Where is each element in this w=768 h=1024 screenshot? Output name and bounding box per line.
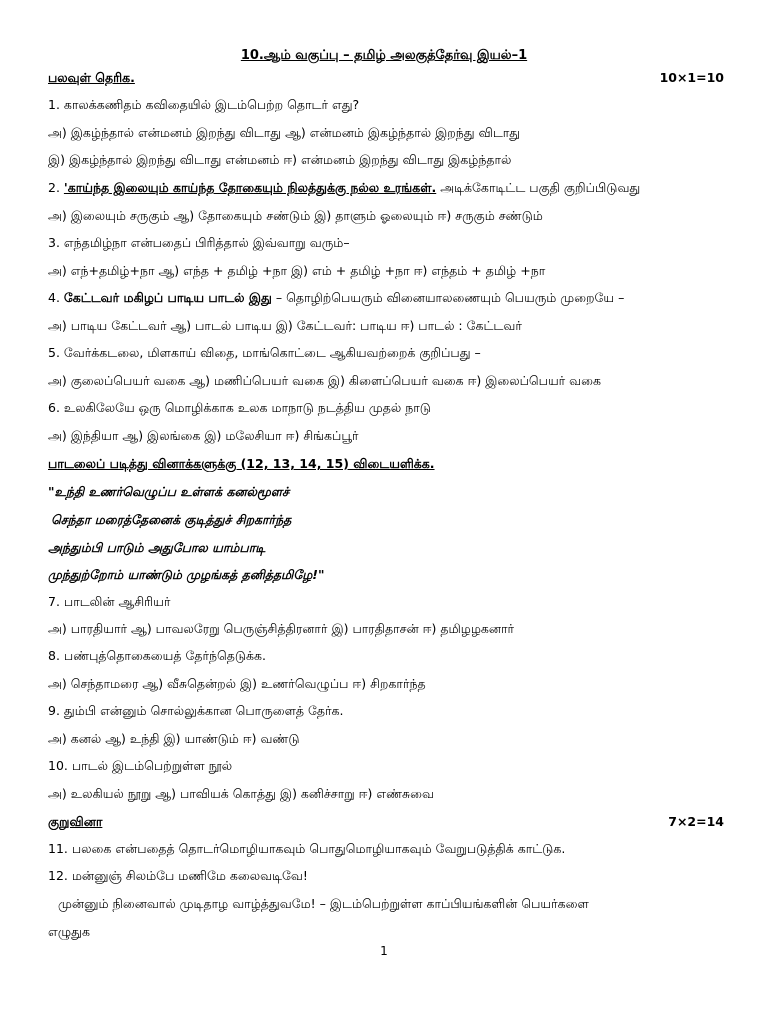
- mcq-marks: 10×1=10: [659, 70, 724, 85]
- question-7: 7. பாடலின் ஆசிரியர்: [48, 594, 171, 609]
- question-7-options: அ) பாரதியார் ஆ) பாவலரேறு பெருஞ்சித்திரனார் இ) பாரதிதாசன் ஈ) தமிழழகனார்: [48, 621, 515, 636]
- question-4-options: அ) பாடிய கேட்டவர் ஆ) பாடல் பாடிய இ) கேட்டவர்: பாடிய ஈ) பாடல் : கேட்டவர்: [48, 318, 522, 333]
- question-3-options: அ) எந்+தமிழ்+நா ஆ) எந்த + தமிழ் +நா இ) எம் + தமிழ் +நா ஈ) எந்தம் + தமிழ் +நா: [48, 263, 546, 278]
- question-4-number: 4.: [48, 290, 64, 305]
- page-number: 1: [380, 944, 388, 958]
- question-1-options-a: அ) இகழ்ந்தால் என்மனம் இறந்து விடாது ஆ) என்மனம் இகழ்ந்தால் இறந்து விடாது: [48, 125, 521, 140]
- mcq-heading-text: பலவுள் தெரிக.: [48, 70, 135, 85]
- question-12-continuation: முன்னும் நினைவால் முடிதாழ வாழ்த்துவமே! – இடம்பெற்றுள்ள காப்பியங்களின் பெயர்களை: [58, 896, 589, 911]
- question-10-options: அ) உலகியல் நூறு ஆ) பாவியக் கொத்து இ) கனிச்சாறு ஈ) எண்சுவை: [48, 786, 434, 801]
- question-6: 6. உலகிலேயே ஒரு மொழிக்காக உலக மாநாடு நடத்திய முதல் நாடு: [48, 400, 431, 415]
- question-2-text: அடிக்கோடிட்ட பகுதி குறிப்பிடுவது: [436, 180, 641, 195]
- question-9: 9. தும்பி என்னும் சொல்லுக்கான பொருளைத் தேர்க.: [48, 703, 344, 718]
- question-2-options: அ) இலையும் சருகும் ஆ) தோகையும் சண்டும் இ) தாளும் ஓலையும் ஈ) சருகும் சண்டும்: [48, 208, 543, 223]
- short-answer-heading-text: குறுவினா: [48, 814, 103, 829]
- short-answer-heading: [48, 814, 724, 830]
- poem-line-3: அந்தும்பி பாடும் அதுபோல யாம்பாடி: [48, 540, 266, 555]
- question-5-options: அ) குலைப்பெயர் வகை ஆ) மணிப்பெயர் வகை இ) கிளைப்பெயர் வகை ஈ) இலைப்பெயர் வகை: [48, 373, 601, 388]
- question-9-options: அ) கனல் ஆ) உந்தி இ) யாண்டும் ஈ) வண்டு: [48, 731, 300, 746]
- question-4-text: – தொழிற்பெயரும் வினையாலணையும் பெயரும் முறையே –: [271, 290, 625, 305]
- question-3: 3. எந்தமிழ்நா என்பதைப் பிரித்தால் இவ்வாறு வரும்–: [48, 235, 350, 250]
- poem-line-2: செந்தா மரைத்தேனைக் குடித்துச் சிறகார்ந்த: [51, 512, 292, 527]
- question-4-phrase: கேட்டவர் மகிழப் பாடிய பாடல் இது: [63, 290, 272, 305]
- question-2-number: 2.: [48, 180, 64, 195]
- question-2-quote: 'காய்ந்த இலையும் காய்ந்த தோகையும் நிலத்துக்கு நல்ல உரங்கள்.: [63, 180, 437, 195]
- question-12-end: எழுதுக: [48, 924, 90, 939]
- question-4: [48, 290, 724, 306]
- poem-instruction-text: பாடலைப் படித்து வினாக்களுக்கு (12, 13, 14, 15) விடையளிக்க.: [48, 456, 435, 471]
- question-1-options-b: இ) இகழ்ந்தால் இறந்து விடாது என்மனம் ஈ) என்மனம் இறந்து விடாது இகழ்ந்தால்: [48, 152, 512, 167]
- question-10: 10. பாடல் இடம்பெற்றுள்ள நூல்: [48, 758, 233, 773]
- question-2: [48, 180, 724, 196]
- poem-instruction: [48, 456, 724, 472]
- poem-line-1: "உந்தி உணர்வெழுப்ப உள்ளக் கனல்மூளச்: [48, 484, 290, 499]
- mcq-section-heading: [48, 70, 724, 86]
- question-5: 5. வேர்க்கடலை, மிளகாய் விதை, மாங்கொட்டை ஆகியவற்றைக் குறிப்பது –: [48, 345, 481, 360]
- question-6-options: அ) இந்தியா ஆ) இலங்கை இ) மலேசியா ஈ) சிங்கப்பூர்: [48, 428, 359, 443]
- exam-title: 10.ஆம் வகுப்பு – தமிழ் அலகுத்தேர்வு இயல்–1: [240, 48, 528, 63]
- question-8-options: அ) செந்தாமரை ஆ) வீசுதென்றல் இ) உணர்வெழுப்ப ஈ) சிறகார்ந்த: [48, 676, 426, 691]
- question-11: 11. பலகை என்பதைத் தொடர்மொழியாகவும் பொதுமொழியாகவும் வேறுபடுத்திக் காட்டுக.: [48, 841, 566, 856]
- short-answer-marks: 7×2=14: [668, 814, 724, 829]
- poem-line-4: முந்துற்றோம் யாண்டும் முழங்கத் தனித்தமிழே!": [48, 567, 325, 582]
- question-12: 12. மன்னுஞ் சிலம்பே மணிமே கலைவடிவே!: [48, 868, 308, 883]
- question-8: 8. பண்புத்தொகையைத் தேர்ந்தெடுக்க.: [48, 648, 266, 663]
- question-1: 1. காலக்கணிதம் கவிதையில் இடம்பெற்ற தொடர் எது?: [48, 97, 360, 112]
